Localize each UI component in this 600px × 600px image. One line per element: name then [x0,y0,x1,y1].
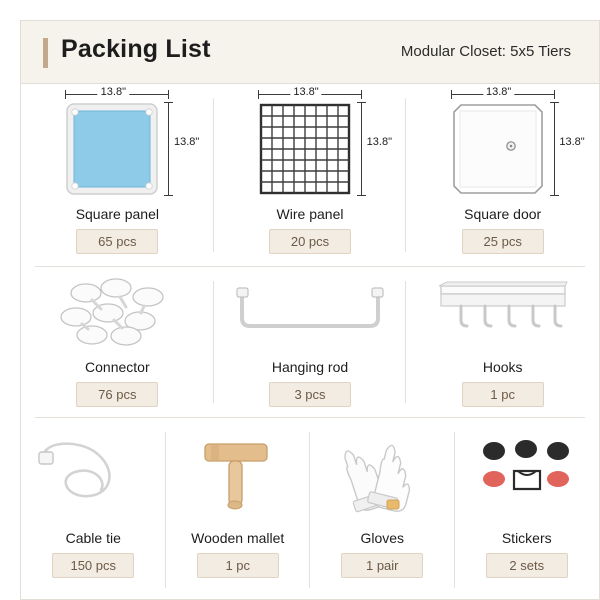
item-hooks [406,267,599,417]
square-panel-dim-top: 13.8" [98,86,129,98]
item-square-door [406,84,599,266]
stickers-icon [472,433,582,513]
cable-tie-art [21,418,166,528]
square-door-label: Square door [464,206,542,222]
item-hanging-rod [214,267,407,417]
square-panel-icon [65,102,159,196]
header [21,21,599,84]
packing-list-sheet [20,20,600,600]
wire-panel-icon [258,102,352,196]
gloves-icon [327,430,437,516]
square-door-art [406,84,599,204]
square-door-qty: 25 pcs [462,229,544,254]
square-panel-label: Square panel [75,206,159,222]
row-panels [21,84,599,266]
dimension-line-right [554,102,555,196]
item-wire-panel [214,84,407,266]
hanging-rod-icon [230,282,390,342]
row-accessories [21,418,599,600]
hanging-rod-qty: 3 pcs [269,382,351,407]
square-panel-qty: 65 pcs [76,229,158,254]
square-door-dim-top: 13.8" [483,86,514,98]
wooden-mallet-icon [183,430,293,516]
wooden-mallet-art [166,418,311,528]
item-wooden-mallet [166,418,311,600]
item-connector [21,267,214,417]
stickers-art [455,418,600,528]
dimension-line-right [168,102,169,196]
connector-label: Connector [85,359,150,375]
hanging-rod-label: Hanging rod [271,359,349,375]
connector-icon [52,273,182,351]
connector-qty: 76 pcs [76,382,158,407]
wooden-mallet-label: Wooden mallet [191,530,285,546]
wire-panel-art [214,84,407,204]
cable-tie-qty: 150 pcs [52,553,134,578]
dimension-line-right [361,102,362,196]
hooks-label: Hooks [482,359,523,375]
row-hardware [21,267,599,417]
item-gloves [310,418,455,600]
item-square-panel [21,84,214,266]
wire-panel-dim-right: 13.8" [364,136,395,148]
gloves-label: Gloves [360,530,405,546]
cable-tie-label: Cable tie [65,530,121,546]
wire-panel-label: Wire panel [276,206,344,222]
gloves-qty: 1 pair [341,553,423,578]
hooks-icon [433,280,573,344]
hooks-art [406,267,599,357]
header-subtitle: Modular Closet: 5x5 Tiers [400,43,571,60]
connector-art [21,267,214,357]
header-accent-bar [43,38,48,68]
item-cable-tie [21,418,166,600]
square-door-dim-right: 13.8" [556,136,587,148]
stickers-label: Stickers [501,530,552,546]
hanging-rod-art [214,267,407,357]
stickers-qty: 2 sets [486,553,568,578]
wire-panel-dim-top: 13.8" [290,86,321,98]
page-title: Packing List [61,35,211,63]
item-stickers [455,418,600,600]
cable-tie-icon [35,432,151,514]
wire-panel-qty: 20 pcs [269,229,351,254]
gloves-art [310,418,455,528]
wooden-mallet-qty: 1 pc [197,553,279,578]
square-panel-art [21,84,214,204]
hooks-qty: 1 pc [462,382,544,407]
square-panel-dim-right: 13.8" [171,136,202,148]
square-door-icon [451,102,545,196]
